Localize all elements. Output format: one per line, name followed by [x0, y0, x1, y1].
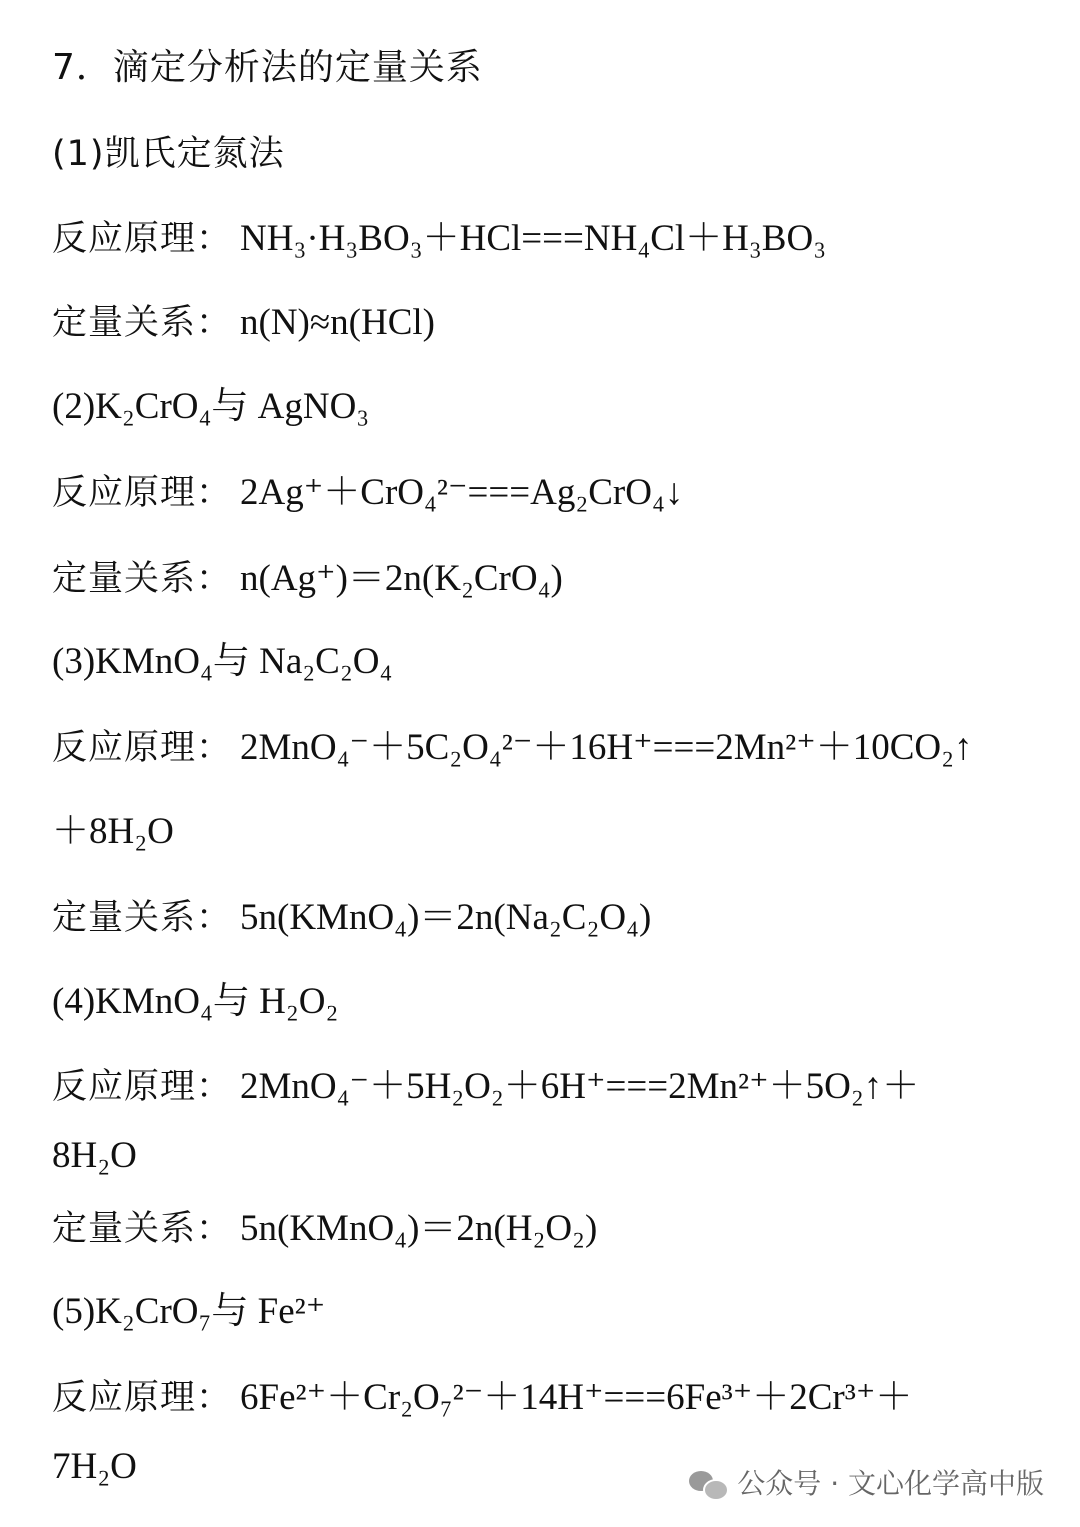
reaction-equation: 6Fe²⁺＋Cr₂O₇²⁻＋14H⁺===6Fe³⁺＋2Cr³⁺＋	[240, 1377, 913, 1418]
watermark-text: 公众号 · 文心化学高中版	[737, 1467, 1044, 1500]
reaction-equation: 2MnO₄⁻＋5C₂O₄²⁻＋16H⁺===2Mn²⁺＋10CO₂↑	[240, 727, 973, 768]
reaction-label: 反应原理：	[52, 1067, 233, 1107]
reaction-label: 反应原理：	[52, 1378, 233, 1418]
reaction-line-3	[52, 725, 973, 770]
relation-label: 定量关系：	[52, 303, 233, 343]
relation-line-2	[52, 556, 563, 601]
reaction-line-2	[52, 470, 683, 515]
reaction-line-3-continued: ＋8H₂O	[52, 811, 174, 852]
relation-line-3	[52, 895, 651, 940]
relation-equation: n(Ag⁺)＝2n(K₂CrO₄)	[240, 558, 563, 599]
relation-label: 定量关系：	[52, 898, 233, 938]
reaction-equation: 2MnO₄⁻＋5H₂O₂＋6H⁺===2Mn²⁺＋5O₂↑＋	[240, 1066, 920, 1107]
relation-label: 定量关系：	[52, 1209, 233, 1249]
subsection-4-title: (4)KMnO₄与 H₂O₂	[52, 981, 339, 1022]
subsection-2-title: (2)K₂CrO₄与 AgNO₃	[52, 386, 370, 427]
relation-equation: 5n(KMnO₄)＝2n(Na₂C₂O₄)	[240, 897, 652, 938]
relation-equation: 5n(KMnO₄)＝2n(H₂O₂)	[240, 1208, 598, 1249]
subsection-5-title: (5)K₂CrO₇与 Fe²⁺	[52, 1291, 326, 1332]
watermark	[689, 1462, 1044, 1502]
wechat-icon	[689, 1469, 729, 1501]
reaction-label: 反应原理：	[52, 473, 233, 513]
subsection-1-title: (1)凯氏定氮法	[52, 134, 285, 174]
reaction-line-1	[52, 216, 826, 261]
relation-line-1	[52, 300, 435, 345]
subsection-3-title: (3)KMnO₄与 Na₂C₂O₄	[52, 641, 393, 682]
reaction-equation: NH₃·H₃BO₃＋HCl===NH₄Cl＋H₃BO₃	[240, 218, 827, 259]
reaction-equation: 2Ag⁺＋CrO₄²⁻===Ag₂CrO₄↓	[240, 472, 684, 513]
reaction-line-5	[52, 1375, 912, 1420]
relation-equation: n(N)≈n(HCl)	[240, 302, 436, 343]
reaction-label: 反应原理：	[52, 728, 233, 768]
relation-label: 定量关系：	[52, 559, 233, 599]
relation-line-4	[52, 1206, 597, 1251]
reaction-line-4	[52, 1064, 919, 1109]
reaction-line-4-continued: 8H₂O	[52, 1135, 137, 1176]
reaction-line-5-continued: 7H₂O	[52, 1446, 137, 1487]
reaction-label: 反应原理：	[52, 219, 233, 259]
section-heading: 7．滴定分析法的定量关系	[52, 47, 483, 88]
